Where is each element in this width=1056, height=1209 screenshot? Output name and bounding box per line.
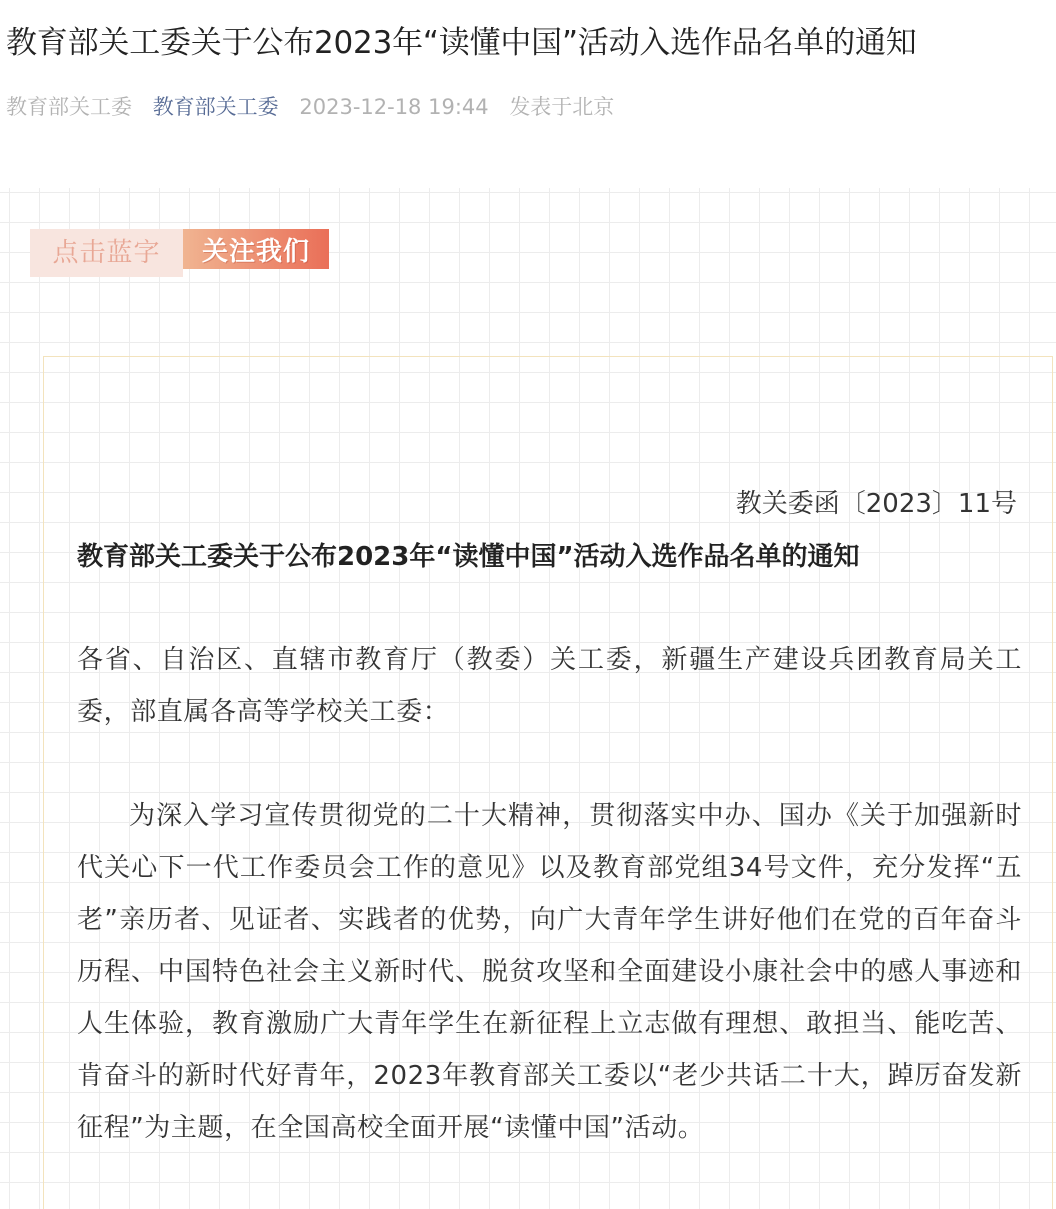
document-salutation: 各省、自治区、直辖市教育厅（教委）关工委，新疆生产建设兵团教育局关工委，部直属各高等学校关工委： (77, 645, 1022, 727)
author-name: 教育部关工委 (6, 95, 132, 119)
follow-us-button[interactable]: 关注我们 (183, 229, 329, 269)
document-title: 教育部关工委关于公布2023年“读懂中国”活动入选作品名单的通知 (77, 542, 860, 572)
article-title: 教育部关工委关于公布2023年“读懂中国”活动入选作品名单的通知 (6, 25, 917, 61)
follow-hint-label: 点击蓝字 (30, 229, 183, 277)
follow-banner[interactable] (30, 229, 329, 277)
article-meta (6, 90, 628, 124)
publish-location: 发表于北京 (509, 95, 615, 119)
document-number: 教关委函〔2023〕11号 (735, 489, 1017, 519)
document-body-paragraph: 为深入学习宣传贯彻党的二十大精神，贯彻落实中办、国办《关于加强新时代关心下一代工作委员会工作的意见》以及教育部党组34号文件，充分发挥“五老”亲历者、见证者、实践者的优势，向广大青年学生讲好他们在党的百年奋斗历程、中国特色社会主义新时代、脱贫攻坚和全面建设小康社会中的感人事迹和人生体验，教育激励广大青年学生在新征程上立志做有理想、敢担当、能吃苦、肯奋斗的新时代好青年，2023年教育部关工委以“老少共话二十大，踔厉奋发新征程”为主题，在全国高校全面开展“读懂中国”活动。 (77, 801, 1022, 1143)
publish-time: 2023-12-18 19:44 (299, 95, 489, 119)
account-link[interactable]: 教育部关工委 (152, 95, 279, 119)
